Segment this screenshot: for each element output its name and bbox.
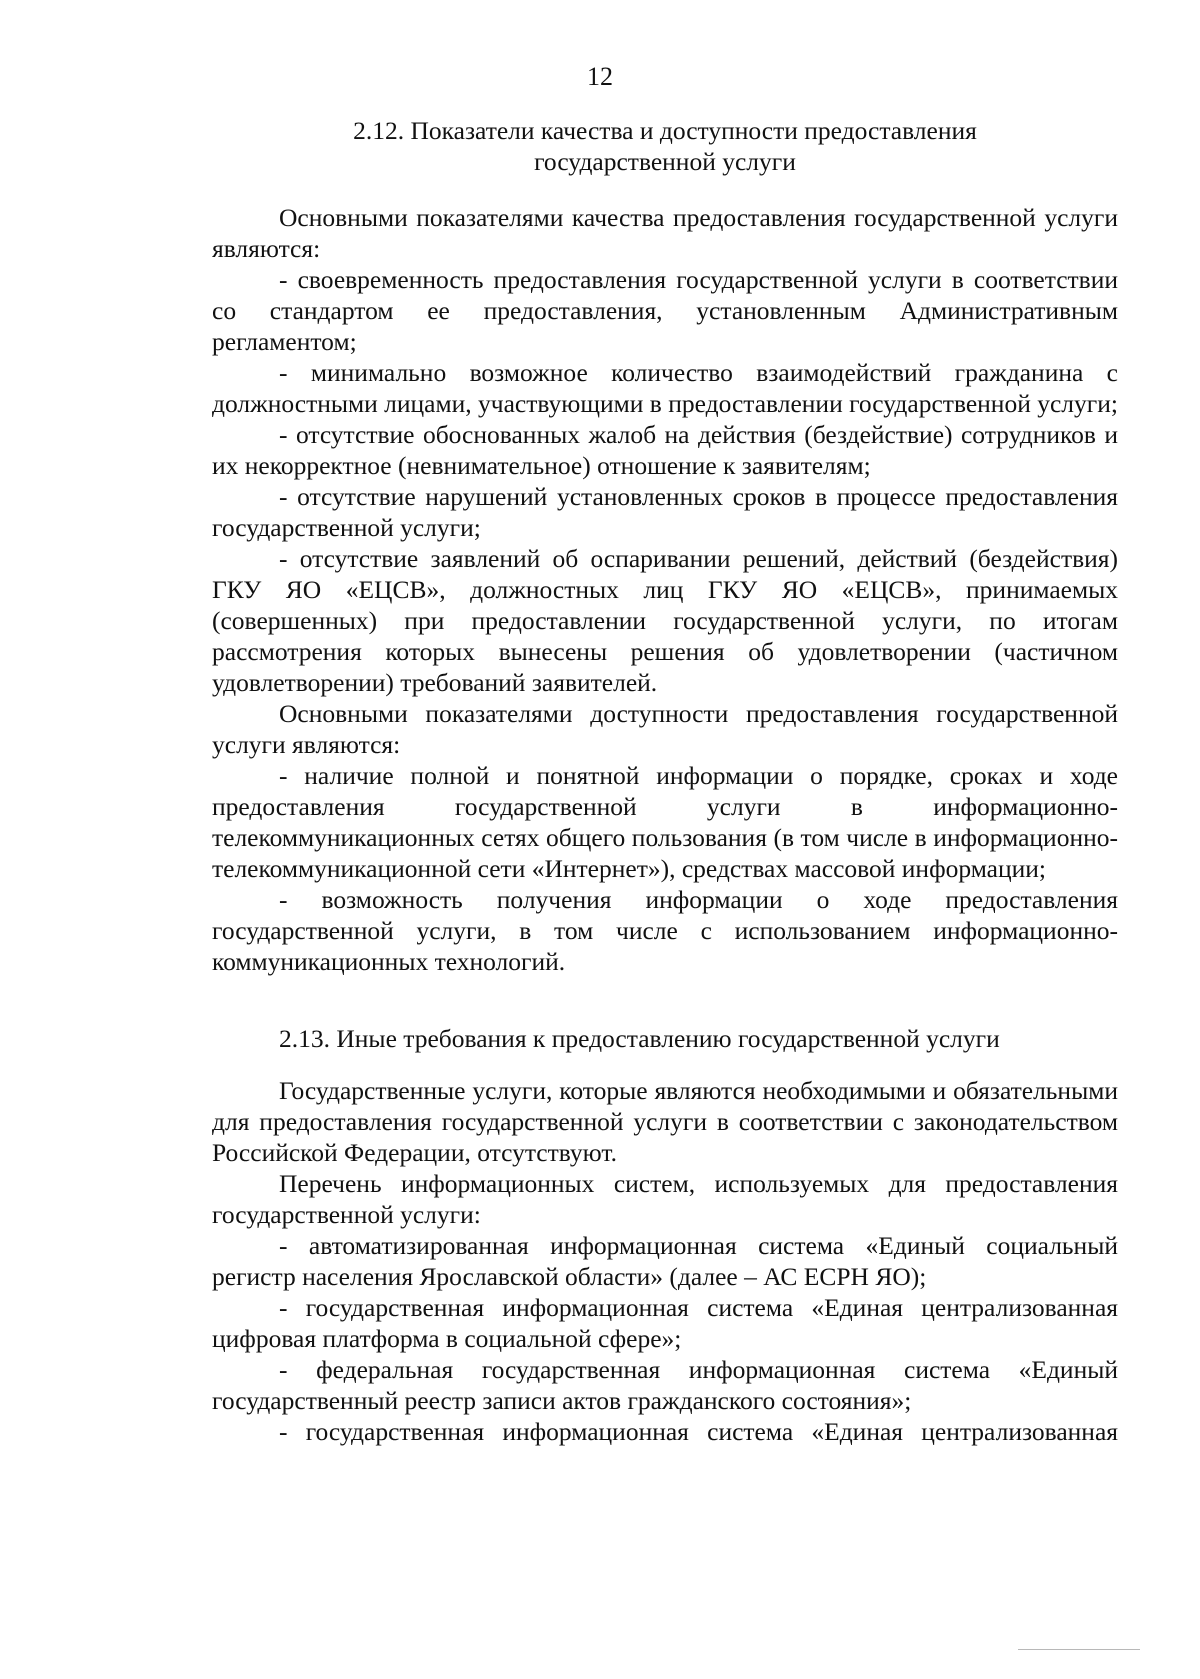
section-2-12-heading xyxy=(212,115,1118,177)
accessibility-item-progress-info: - возможность получения информации о ходе предоставления государственной услуги, в том числе с использованием информационно-коммуникационных технологий. xyxy=(212,885,1118,976)
system-item-social-platform: - государственная информационная система «Единая централизованная цифровая платформа в социальной сфере»; xyxy=(212,1293,1118,1353)
quality-intro: Основными показателями качества предоставления государственной услуги являются: xyxy=(212,203,1118,263)
quality-item-no-complaints: - отсутствие обоснованных жалоб на действия (бездействие) сотрудников и их некорректное (невнимательное) отношение к заявителям; xyxy=(212,420,1118,480)
section-2-13-body xyxy=(212,1075,1118,1447)
quality-item-timeliness: - своевременность предоставления государственной услуги в соответствии со стандартом ее предоставления, установленным Административным регламентом; xyxy=(212,265,1118,356)
mandatory-services-paragraph: Государственные услуги, которые являются необходимыми и обязательными для предоставления государственной услуги в соответствии с законодательством Российской Федерации, отсутствуют. xyxy=(212,1076,1118,1167)
system-item-zags-registry: - федеральная государственная информационная система «Единый государственный реестр записи актов гражданского состояния»; xyxy=(212,1355,1118,1415)
system-item-asesrn: - автоматизированная информационная система «Единый социальный регистр населения Ярославской области» (далее – АС ЕСРН ЯО); xyxy=(212,1231,1118,1291)
section-2-12-heading-line1: 2.12. Показатели качества и доступности предоставления xyxy=(353,116,977,145)
section-2-12-heading-line2: государственной услуги xyxy=(534,147,796,176)
quality-item-min-interactions: - минимально возможное количество взаимодействий гражданина с должностными лицами, участвующими в предоставлении государственной услуги; xyxy=(212,358,1118,418)
quality-item-no-deadline-violations: - отсутствие нарушений установленных сроков в процессе предоставления государственной услуги; xyxy=(212,482,1118,542)
quality-item-no-appeals: - отсутствие заявлений об оспаривании решений, действий (бездействия) ГКУ ЯО «ЕЦСВ», должностных лиц ГКУ ЯО «ЕЦСВ», принимаемых (совершенных) при предоставлении государственной услуги, по итогам рассмотрения которых вынесены решения об удовлетворении (частичном удовлетворении) требований заявителей. xyxy=(212,544,1118,697)
page-number: 12 xyxy=(587,62,613,91)
systems-intro: Перечень информационных систем, используемых для предоставления государственной услуги: xyxy=(212,1169,1118,1229)
accessibility-item-information: - наличие полной и понятной информации о порядке, сроках и ходе предоставления государственной услуги в информационно-телекоммуникационных сетях общего пользования (в том числе в информационно-телекоммуникационной сети «Интернет»), средствах массовой информации; xyxy=(212,761,1118,883)
footer-rule xyxy=(1018,1649,1140,1650)
system-item-centralized-continued: - государственная информационная система «Единая централизованная xyxy=(279,1417,1118,1446)
section-2-13-heading: 2.13. Иные требования к предоставлению государственной услуги xyxy=(279,1024,1000,1053)
section-2-12-body xyxy=(212,202,1118,977)
accessibility-intro: Основными показателями доступности предоставления государственной услуги являются: xyxy=(212,699,1118,759)
